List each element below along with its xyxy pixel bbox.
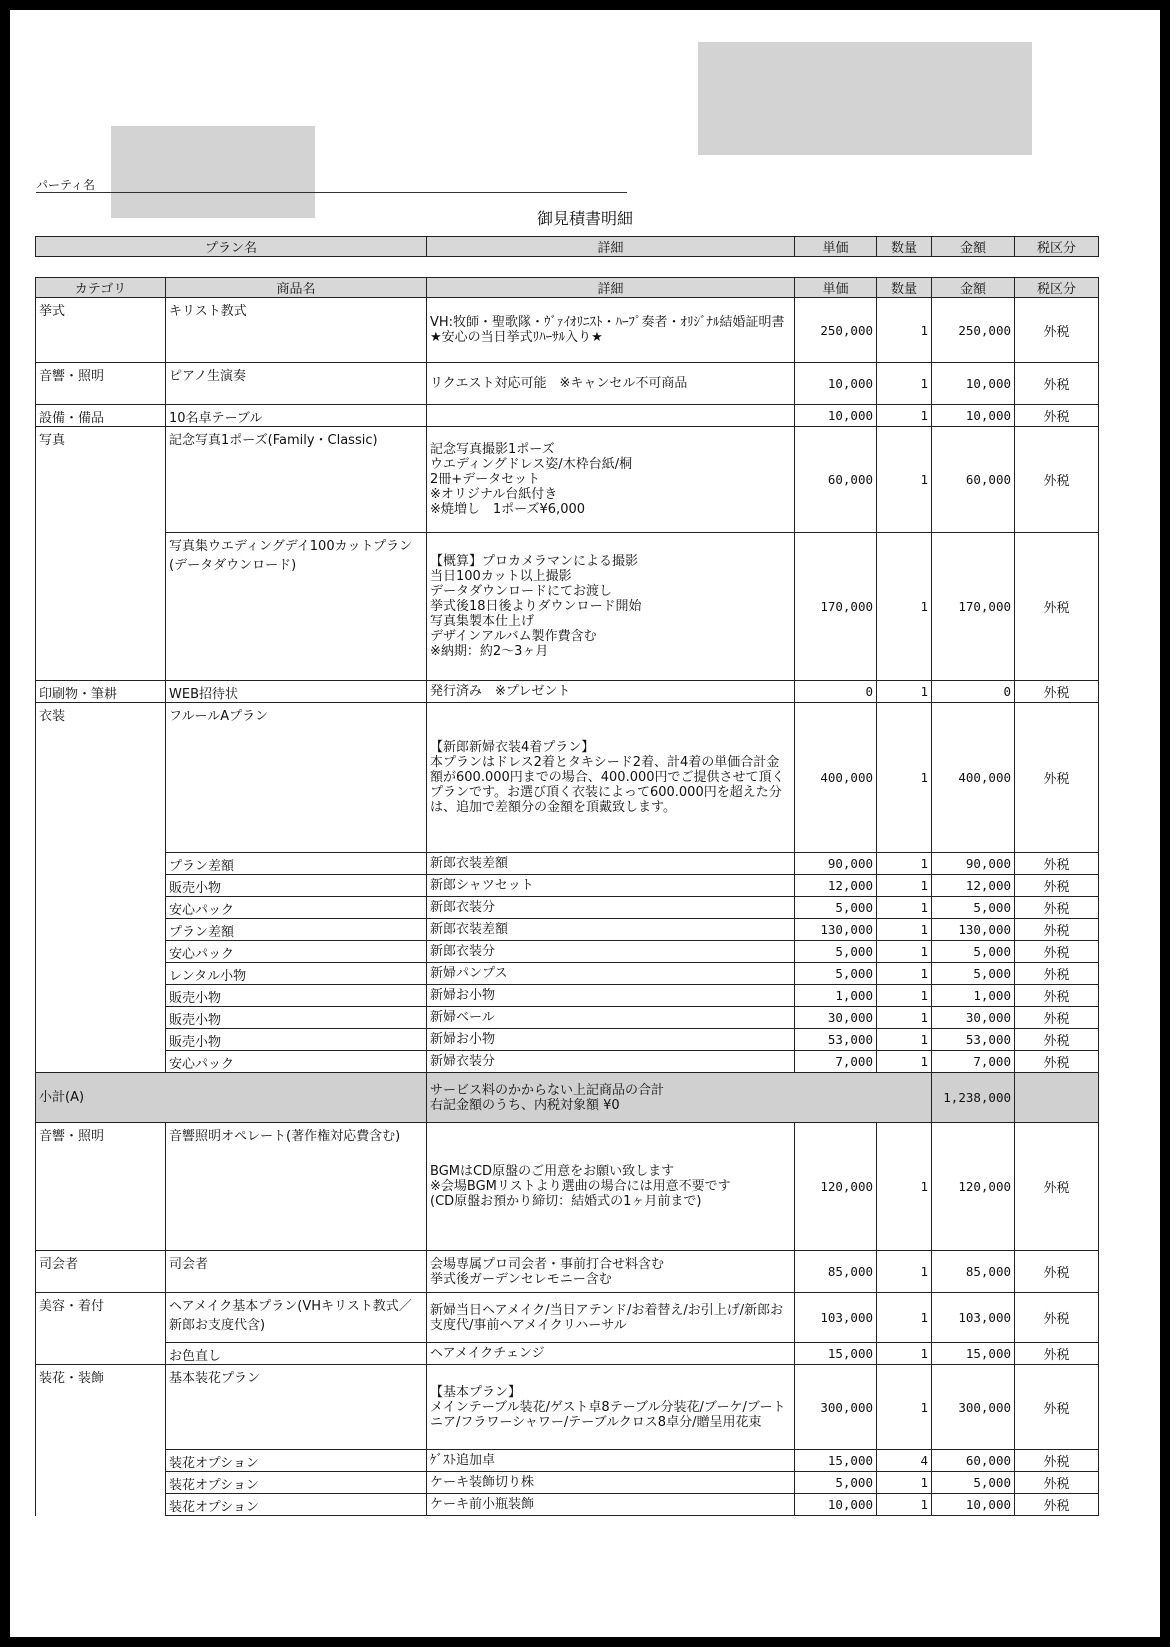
- quantity-cell: 1: [877, 853, 932, 875]
- unit-price-cell: 85,000: [795, 1251, 877, 1293]
- product-name-cell: 安心パック: [166, 897, 427, 919]
- detail-cell: 新婦パンプス: [427, 963, 795, 985]
- tax-type-cell: 外税: [1015, 1029, 1099, 1051]
- unit-price-cell: 15,000: [795, 1343, 877, 1365]
- amount-cell: 130,000: [932, 919, 1015, 941]
- detail-cell: 会場専属プロ司会者・事前打合せ料含む 挙式後ガーデンセレモニー含む: [427, 1251, 795, 1293]
- quantity-cell: 1: [877, 405, 932, 427]
- unit-price-cell: 5,000: [795, 941, 877, 963]
- quantity-cell: 1: [877, 1494, 932, 1516]
- product-name-cell: 10名卓テーブル: [166, 405, 427, 427]
- quantity-cell: 1: [877, 1123, 932, 1251]
- detail-cell: 発行済み ※プレゼント: [427, 681, 795, 703]
- unit-price-cell: 60,000: [795, 427, 877, 533]
- table-row: [36, 1293, 1099, 1343]
- amount-cell: 170,000: [932, 533, 1015, 681]
- unit-price-header: 単価: [795, 278, 877, 298]
- unit-price-cell: 0: [795, 681, 877, 703]
- category-cell: 挙式: [36, 298, 166, 363]
- party-name-underline: [36, 192, 627, 193]
- product-name-cell: 記念写真1ポーズ(Family・Classic): [166, 427, 427, 533]
- product-name-cell: レンタル小物: [166, 963, 427, 985]
- amount-cell: 85,000: [932, 1251, 1015, 1293]
- product-name-cell: 装花オプション: [166, 1450, 427, 1472]
- unit-price-cell: 10,000: [795, 363, 877, 405]
- tax-type-cell: 外税: [1015, 853, 1099, 875]
- tax-type-cell: 外税: [1015, 427, 1099, 533]
- amount-cell: 5,000: [932, 897, 1015, 919]
- detail-cell: 記念写真撮影1ポーズ ウエディングドレス姿/木枠台紙/桐 2冊+データセット ※オリジナル台紙付き ※焼増し 1ポーズ¥6,000: [427, 427, 795, 533]
- detail-cell: 新郎衣装差額: [427, 919, 795, 941]
- subtotal-note: サービス料のかからない上記商品の合計 右記金額のうち、内税対象額 ¥0: [427, 1073, 932, 1123]
- unit-price-cell: 170,000: [795, 533, 877, 681]
- product-name-cell: ピアノ生演奏: [166, 363, 427, 405]
- product-name-cell: 写真集ウエディングデイ100カットプラン(データダウンロード): [166, 533, 427, 681]
- quantity-cell: 1: [877, 897, 932, 919]
- detail-cell: VH:牧師・聖歌隊・ｳﾞｧｲｵﾘﾆｽﾄ・ﾊｰﾌﾟ奏者・ｵﾘｼﾞﾅﾙ結婚証明書 ★安心の当日挙式ﾘﾊｰｻﾙ入り★: [427, 298, 795, 363]
- table-row: [36, 853, 1099, 875]
- product-name-cell: 装花オプション: [166, 1494, 427, 1516]
- detail-cell: ｹﾞｽﾄ追加卓: [427, 1450, 795, 1472]
- table-row: [36, 1123, 1099, 1251]
- quantity-cell: 1: [877, 533, 932, 681]
- tax-type-cell: 外税: [1015, 298, 1099, 363]
- product-name-cell: 販売小物: [166, 1029, 427, 1051]
- amount-cell: 53,000: [932, 1029, 1015, 1051]
- quantity-cell: 1: [877, 875, 932, 897]
- amount-cell: 60,000: [932, 427, 1015, 533]
- detail-cell: 新郎衣装分: [427, 897, 795, 919]
- category-cell: 写真: [36, 427, 166, 533]
- category-cell: [36, 1007, 166, 1029]
- product-name-cell: 販売小物: [166, 985, 427, 1007]
- tax-type-cell: 外税: [1015, 1123, 1099, 1251]
- plan-header-table: [35, 236, 1099, 257]
- category-cell: 司会者: [36, 1251, 166, 1293]
- unit-price-cell: 12,000: [795, 875, 877, 897]
- table-row: [36, 533, 1099, 681]
- detail-cell: 新婦お小物: [427, 1029, 795, 1051]
- amount-header: 金額: [932, 278, 1015, 298]
- tax-type-cell: 外税: [1015, 1051, 1099, 1073]
- quantity-cell: 1: [877, 963, 932, 985]
- unit-price-cell: 120,000: [795, 1123, 877, 1251]
- table-row: [36, 405, 1099, 427]
- category-cell: 設備・備品: [36, 405, 166, 427]
- detail-cell: 新郎衣装分: [427, 941, 795, 963]
- amount-cell: 120,000: [932, 1123, 1015, 1251]
- category-cell: 音響・照明: [36, 363, 166, 405]
- category-cell: [36, 533, 166, 681]
- quantity-cell: 1: [877, 1007, 932, 1029]
- table-row: [36, 1494, 1099, 1516]
- table-row: [36, 1343, 1099, 1365]
- category-cell: [36, 963, 166, 985]
- quantity-cell: 1: [877, 1365, 932, 1450]
- tax-type-cell: 外税: [1015, 963, 1099, 985]
- subtotal-amount: 1,238,000: [932, 1073, 1015, 1123]
- table-row: [36, 703, 1099, 853]
- detail-cell: 新郎シャツセット: [427, 875, 795, 897]
- tax-type-cell: 外税: [1015, 1472, 1099, 1494]
- product-name-cell: ヘアメイク基本プラン(VHキリスト教式／新郎お支度代含): [166, 1293, 427, 1343]
- detail-cell: 【新郎新婦衣装4着プラン】 本プランはドレス2着とタキシード2着、計4着の単価合計金額が600.000円までの場合、400.000円でご提供させて頂くプランです。お選び頂く衣装によって600.000円を超えた分は、追加で差額分の金額を頂戴致します。: [427, 703, 795, 853]
- category-cell: 装花・装飾: [36, 1365, 166, 1450]
- plan-price-header: 単価: [795, 237, 877, 257]
- tax-type-cell: 外税: [1015, 533, 1099, 681]
- detail-cell: ケーキ装飾切り株: [427, 1472, 795, 1494]
- amount-cell: 400,000: [932, 703, 1015, 853]
- detail-cell: 新郎衣装差額: [427, 853, 795, 875]
- tax-type-cell: 外税: [1015, 1343, 1099, 1365]
- amount-cell: 30,000: [932, 1007, 1015, 1029]
- amount-cell: 90,000: [932, 853, 1015, 875]
- table-row: [36, 1251, 1099, 1293]
- product-name-cell: 音響照明オペレート(著作権対応費含む): [166, 1123, 427, 1251]
- category-cell: [36, 941, 166, 963]
- document-title: 御見積書明細: [536, 209, 633, 228]
- quantity-cell: 1: [877, 1029, 932, 1051]
- unit-price-cell: 90,000: [795, 853, 877, 875]
- tax-type-cell: 外税: [1015, 875, 1099, 897]
- quantity-cell: 1: [877, 1343, 932, 1365]
- detail-cell: 【概算】プロカメラマンによる撮影 当日100カット以上撮影 データダウンロードにてお渡し 挙式後18日後よりダウンロード開始 写真集製本仕上げ デザインアルバム製作費含む ※納期：約2～3ヶ月: [427, 533, 795, 681]
- detail-cell: ケーキ前小瓶装飾: [427, 1494, 795, 1516]
- quantity-cell: 1: [877, 1472, 932, 1494]
- category-cell: [36, 853, 166, 875]
- tax-type-cell: 外税: [1015, 405, 1099, 427]
- quantity-cell: 1: [877, 298, 932, 363]
- amount-cell: 5,000: [932, 1472, 1015, 1494]
- amount-cell: 300,000: [932, 1365, 1015, 1450]
- amount-cell: 60,000: [932, 1450, 1015, 1472]
- table-row: [36, 427, 1099, 533]
- table-row: [36, 875, 1099, 897]
- amount-cell: 15,000: [932, 1343, 1015, 1365]
- category-cell: [36, 1343, 166, 1365]
- unit-price-cell: 1,000: [795, 985, 877, 1007]
- amount-cell: 103,000: [932, 1293, 1015, 1343]
- party-name-label: パーティ名: [36, 178, 96, 192]
- unit-price-cell: 15,000: [795, 1450, 877, 1472]
- tax-type-cell: 外税: [1015, 703, 1099, 853]
- subtotal-label: 小計(A): [36, 1073, 427, 1123]
- tax-type-cell: 外税: [1015, 919, 1099, 941]
- table-row: [36, 363, 1099, 405]
- table-row: [36, 1007, 1099, 1029]
- plan-qty-header: 数量: [877, 237, 932, 257]
- unit-price-cell: 5,000: [795, 897, 877, 919]
- amount-cell: 10,000: [932, 1494, 1015, 1516]
- detail-header: 詳細: [427, 278, 795, 298]
- quantity-cell: 1: [877, 681, 932, 703]
- product-name-cell: WEB招待状: [166, 681, 427, 703]
- table-row: [36, 941, 1099, 963]
- amount-cell: 5,000: [932, 941, 1015, 963]
- unit-price-cell: 53,000: [795, 1029, 877, 1051]
- product-name-cell: 販売小物: [166, 1007, 427, 1029]
- product-name-cell: お色直し: [166, 1343, 427, 1365]
- detail-cell: 新婦ベール: [427, 1007, 795, 1029]
- table-row: [36, 1051, 1099, 1073]
- table-row: [36, 1472, 1099, 1494]
- detail-cell: 新婦衣装分: [427, 1051, 795, 1073]
- category-cell: [36, 919, 166, 941]
- plan-tax-header: 税区分: [1015, 237, 1099, 257]
- amount-cell: 7,000: [932, 1051, 1015, 1073]
- amount-cell: 1,000: [932, 985, 1015, 1007]
- detail-cell: 【基本プラン】 メインテーブル装花/ゲスト卓8テーブル分装花/ブーケ/ブートニア/フラワーシャワー/テーブルクロス8卓分/贈呈用花束: [427, 1365, 795, 1450]
- unit-price-cell: 7,000: [795, 1051, 877, 1073]
- product-name-cell: 安心パック: [166, 1051, 427, 1073]
- category-cell: 印刷物・筆耕: [36, 681, 166, 703]
- unit-price-cell: 300,000: [795, 1365, 877, 1450]
- tax-type-cell: 外税: [1015, 1450, 1099, 1472]
- unit-price-cell: 10,000: [795, 405, 877, 427]
- product-header: 商品名: [166, 278, 427, 298]
- quantity-cell: 1: [877, 919, 932, 941]
- quantity-cell: 1: [877, 427, 932, 533]
- unit-price-cell: 5,000: [795, 963, 877, 985]
- product-name-cell: 安心パック: [166, 941, 427, 963]
- product-name-cell: 販売小物: [166, 875, 427, 897]
- tax-header: 税区分: [1015, 278, 1099, 298]
- amount-cell: 10,000: [932, 363, 1015, 405]
- detail-cell: 新婦お小物: [427, 985, 795, 1007]
- plan-amount-header: 金額: [932, 237, 1015, 257]
- tax-type-cell: 外税: [1015, 363, 1099, 405]
- product-name-cell: キリスト教式: [166, 298, 427, 363]
- category-cell: [36, 1051, 166, 1073]
- unit-price-cell: 5,000: [795, 1472, 877, 1494]
- tax-type-cell: 外税: [1015, 897, 1099, 919]
- table-row: [36, 681, 1099, 703]
- product-name-cell: 基本装花プラン: [166, 1365, 427, 1450]
- unit-price-cell: 103,000: [795, 1293, 877, 1343]
- category-cell: [36, 1494, 166, 1516]
- quantity-cell: 1: [877, 941, 932, 963]
- quantity-cell: 1: [877, 703, 932, 853]
- table-row: [36, 897, 1099, 919]
- subtotal-row: [36, 1073, 1099, 1123]
- unit-price-cell: 130,000: [795, 919, 877, 941]
- amount-cell: 10,000: [932, 405, 1015, 427]
- qty-header: 数量: [877, 278, 932, 298]
- product-name-cell: 装花オプション: [166, 1472, 427, 1494]
- amount-cell: 5,000: [932, 963, 1015, 985]
- quantity-cell: 1: [877, 1251, 932, 1293]
- unit-price-cell: 10,000: [795, 1494, 877, 1516]
- category-cell: 音響・照明: [36, 1123, 166, 1251]
- unit-price-cell: 400,000: [795, 703, 877, 853]
- tax-type-cell: 外税: [1015, 1007, 1099, 1029]
- tax-type-cell: 外税: [1015, 1365, 1099, 1450]
- detail-cell: リクエスト対応可能 ※キャンセル不可商品: [427, 363, 795, 405]
- table-row: [36, 985, 1099, 1007]
- quantity-cell: 1: [877, 1293, 932, 1343]
- quantity-cell: 1: [877, 1051, 932, 1073]
- table-row: [36, 963, 1099, 985]
- amount-cell: 0: [932, 681, 1015, 703]
- category-header: カテゴリ: [36, 278, 166, 298]
- table-row: [36, 298, 1099, 363]
- tax-type-cell: 外税: [1015, 681, 1099, 703]
- product-name-cell: プラン差額: [166, 853, 427, 875]
- tax-type-cell: 外税: [1015, 1293, 1099, 1343]
- category-cell: [36, 1029, 166, 1051]
- quantity-cell: 1: [877, 363, 932, 405]
- estimate-sheet: [10, 10, 1160, 1637]
- category-cell: 衣装: [36, 703, 166, 853]
- detail-cell: 新婦当日ヘアメイク/当日アテンド/お着替え/お引上げ/新郎お支度代/事前ヘアメイクリハーサル: [427, 1293, 795, 1343]
- table-row: [36, 1029, 1099, 1051]
- unit-price-cell: 30,000: [795, 1007, 877, 1029]
- table-row: [36, 1365, 1099, 1450]
- subtotal-tax: [1015, 1073, 1099, 1123]
- plan-detail-header: 詳細: [427, 237, 795, 257]
- product-name-cell: フルールAプラン: [166, 703, 427, 853]
- category-cell: [36, 875, 166, 897]
- category-cell: [36, 1472, 166, 1494]
- tax-type-cell: 外税: [1015, 1494, 1099, 1516]
- redacted-party-name: [111, 126, 315, 218]
- product-name-cell: プラン差額: [166, 919, 427, 941]
- plan-name-header: プラン名: [36, 237, 427, 257]
- tax-type-cell: 外税: [1015, 985, 1099, 1007]
- tax-type-cell: 外税: [1015, 1251, 1099, 1293]
- product-name-cell: 司会者: [166, 1251, 427, 1293]
- detail-cell: [427, 405, 795, 427]
- quantity-cell: 4: [877, 1450, 932, 1472]
- unit-price-cell: 250,000: [795, 298, 877, 363]
- category-cell: [36, 985, 166, 1007]
- tax-type-cell: 外税: [1015, 941, 1099, 963]
- quantity-cell: 1: [877, 985, 932, 1007]
- category-cell: [36, 1450, 166, 1472]
- detail-cell: ヘアメイクチェンジ: [427, 1343, 795, 1365]
- redacted-logo-block: [698, 42, 1032, 155]
- amount-cell: 250,000: [932, 298, 1015, 363]
- category-cell: [36, 897, 166, 919]
- category-cell: 美容・着付: [36, 1293, 166, 1343]
- amount-cell: 12,000: [932, 875, 1015, 897]
- estimate-items-table: [35, 277, 1099, 1516]
- detail-cell: BGMはCD原盤のご用意をお願い致します ※会場BGMリストより選曲の場合には用意不要です (CD原盤お預かり締切：結婚式の1ヶ月前まで): [427, 1123, 795, 1251]
- table-row: [36, 919, 1099, 941]
- table-row: [36, 1450, 1099, 1472]
